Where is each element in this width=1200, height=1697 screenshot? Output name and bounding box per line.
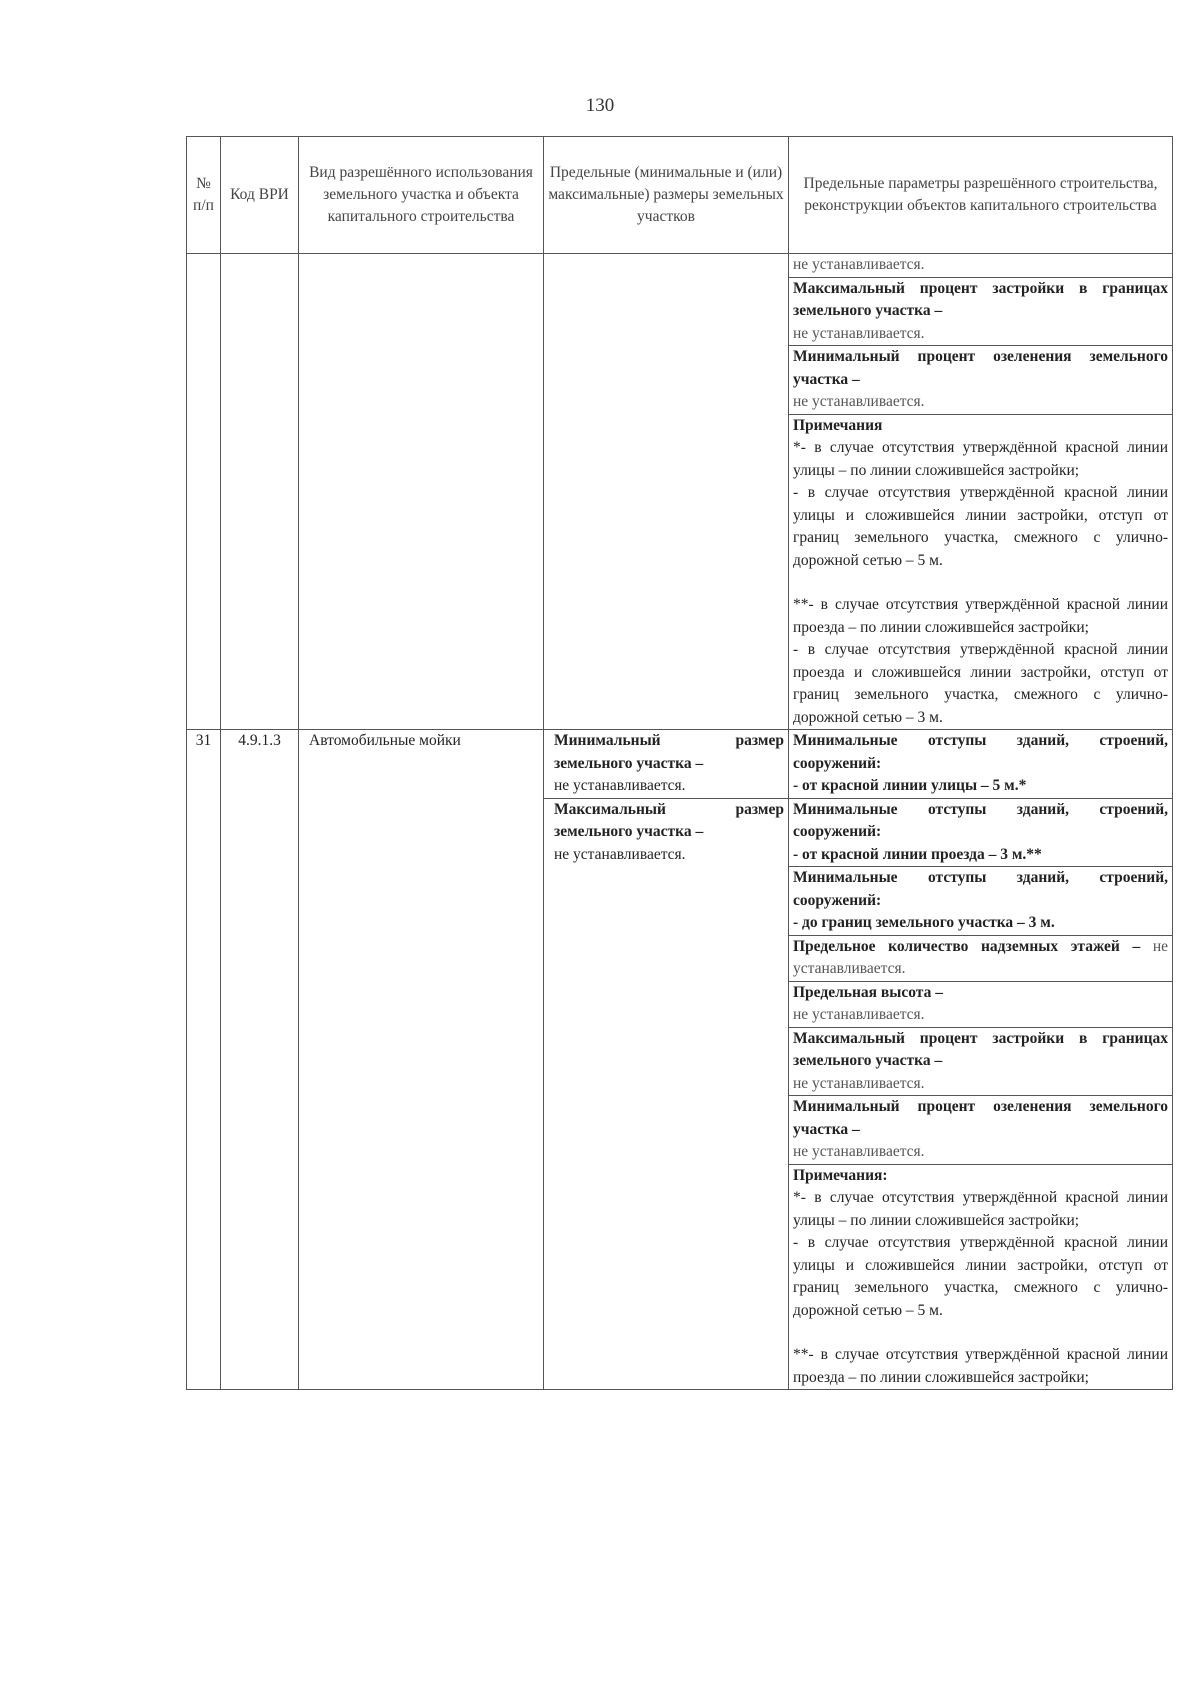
cont-num-cell <box>187 254 221 730</box>
param-floors: Предельное количество надземных этажей – не устанавливается. <box>789 935 1173 981</box>
cont-param-max-coverage: Максимальный процент застройки в границах земельного участка – не устанавливается. <box>789 277 1173 346</box>
cont-size-cell <box>544 254 789 730</box>
row-code: 4.9.1.3 <box>221 730 299 1390</box>
cont-param-height-tail: не устанавливается. <box>789 254 1173 278</box>
header-use: Вид разрешённого использования земельного участка и объекта капитального строительства <box>299 137 544 254</box>
param-setback-driveway: Минимальные отступы зданий, строений, сооружений: - от красной линии проезда – 3 м.** <box>789 798 1173 867</box>
note-text: - в случае отсутствия утверждённой красной линии улицы и сложившейся линии застройки, отступ от границ земельного участка, смежного с улично-дорожной сетью – 5 м. <box>793 1234 1168 1319</box>
note-text: *- в случае отсутствия утверждённой красной линии улицы – по линии сложившейся застройки; <box>793 439 1168 479</box>
param-height: Предельная высота – не устанавливается. <box>789 981 1173 1027</box>
param-setback-street: Минимальные отступы зданий, строений, сооружений: - от красной линии улицы – 5 м.* <box>789 730 1173 799</box>
cont-code-cell <box>221 254 299 730</box>
notes-title: Примечания: <box>793 1166 888 1184</box>
note-text: **- в случае отсутствия утверждённой красной линии проезда – по линии сложившейся застройки; <box>793 1346 1168 1386</box>
param-min-greenery: Минимальный процент озеленения земельного участка – не устанавливается. <box>789 1096 1173 1165</box>
table-header-row <box>187 137 1173 254</box>
min-plot-size: Минимальный размер земельного участка – не устанавливается. <box>544 730 789 799</box>
header-size: Предельные (минимальные и (или) максимальные) размеры земельных участков <box>544 137 789 254</box>
row-number: 31 <box>187 730 221 1390</box>
note-text: *- в случае отсутствия утверждённой красной линии улицы – по линии сложившейся застройки; <box>793 1189 1168 1229</box>
param-max-coverage: Максимальный процент застройки в границах земельного участка – не устанавливается. <box>789 1027 1173 1096</box>
note-text: **- в случае отсутствия утверждённой красной линии проезда – по линии сложившейся застройки; <box>793 596 1168 636</box>
cont-param-min-greenery: Минимальный процент озеленения земельного участка – не устанавливается. <box>789 346 1173 415</box>
header-code: Код ВРИ <box>221 137 299 254</box>
header-num: № п/п <box>187 137 221 254</box>
cont-notes <box>789 414 1173 730</box>
note-text: - в случае отсутствия утверждённой красной линии улицы и сложившейся линии застройки, отступ от границ земельного участка, смежного с улично-дорожной сетью – 5 м. <box>793 484 1168 569</box>
row31-notes <box>789 1164 1173 1390</box>
param-setback-boundary: Минимальные отступы зданий, строений, сооружений: - до границ земельного участка – 3 м. <box>789 867 1173 936</box>
page-number: 130 <box>585 95 615 116</box>
table-row <box>187 254 1173 278</box>
row-use-type: Автомобильные мойки <box>299 730 544 1390</box>
note-text: - в случае отсутствия утверждённой красной линии проезда и сложившейся линии застройки, отступ от границ земельного участка, смежного с улично-дорожной сетью – 3 м. <box>793 641 1168 726</box>
zoning-table <box>186 136 1173 1390</box>
header-params: Предельные параметры разрешённого строительства, реконструкции объектов капитального строительства <box>789 137 1173 254</box>
max-plot-size: Максимальный размер земельного участка – не устанавливается. <box>544 798 789 1390</box>
cont-use-cell <box>299 254 544 730</box>
notes-title: Примечания <box>793 416 883 434</box>
table-row <box>187 730 1173 799</box>
